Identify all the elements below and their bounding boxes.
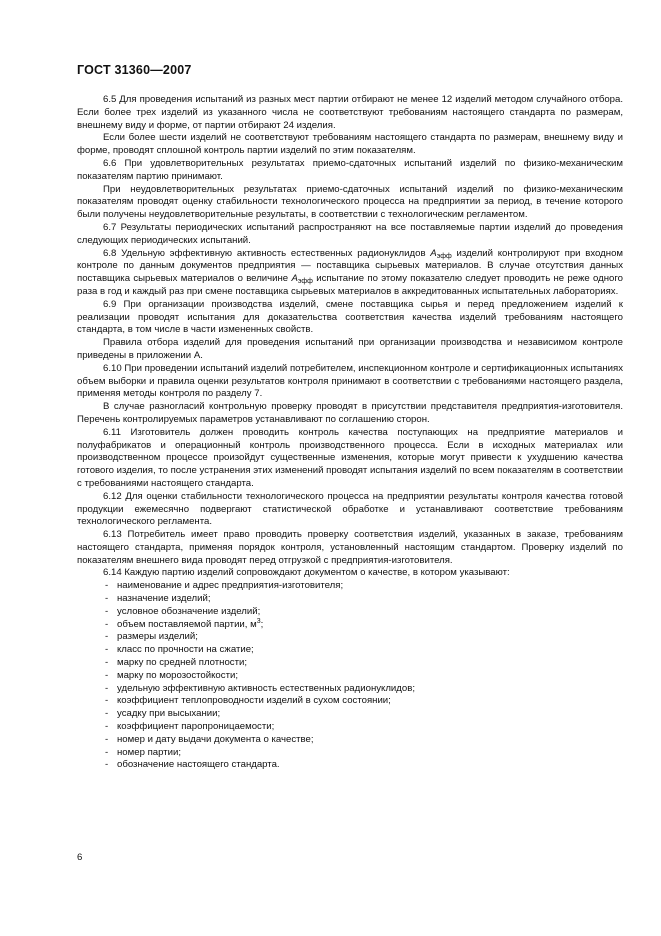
list-dash: - <box>105 593 109 605</box>
list-item-text: назначение изделий; <box>117 593 211 605</box>
a-eff-subscript-2: эфф <box>297 278 313 286</box>
list-dash: - <box>105 682 109 694</box>
paragraph-6-9: 6.9 При организации производства изделий, смене поставщика сырья и перед предложением изделий к реализации проводят испытания для доказательства соответствия качества изделий требованиям настоящего стандарта, в том числе в части измененных свойств. <box>77 298 623 336</box>
list-dash: - <box>105 644 109 656</box>
list-dash: - <box>105 746 109 758</box>
paragraph-6-7: 6.7 Результаты периодических испытаний распространяют на все поставляемые партии изделий до проведения следующих периодических испытаний. <box>77 221 623 246</box>
list-item-text: коэффициент паропроницаемости; <box>117 721 275 733</box>
list-dash: - <box>105 695 109 707</box>
paragraph-6-5: 6.5 Для проведения испытаний из разных мест партии отбирают не менее 12 изделий методом случайного отбора. Если более трех изделий из указанного числа не соответствуют требованиям настоящего стандарта по размерам, внешнему виду и форме, от партии отбирают 24 изделия. <box>77 94 623 131</box>
list-item <box>77 670 623 683</box>
page-number: 6 <box>77 852 83 863</box>
list-item <box>77 759 623 772</box>
paragraph-6-9-continued: Правила отбора изделий для проведения испытаний при организации производства и независимом контроле приведены в приложении А. <box>77 337 623 361</box>
a-eff-symbol-2: A <box>291 273 298 285</box>
list-dash: - <box>105 759 109 771</box>
paragraph-6-8-part-2: изделий контролируют при входном контроле по данным документов предприятия — поставщика сырьевых материалов. В случае отсутствия данных поставщика сырьевых материалов о величине <box>77 247 623 285</box>
paragraph-6-10: 6.10 При проведении испытаний изделий потребителем, инспекционном контроле и сертификационных испытаниях объем выборки и правила оценки результатов контроля принимают в соответствии с требованиями настоящего раздела, применяя методы контроля по разделу 7. <box>77 362 623 400</box>
list-item-text: марку по морозостойкости; <box>117 669 238 681</box>
list-item-text: условное обозначение изделий; <box>117 605 261 617</box>
list-item-text: марку по средней плотности; <box>117 657 248 669</box>
list-item-text: обозначение настоящего стандарта. <box>117 759 280 771</box>
list-item-text: номер партии; <box>117 746 181 758</box>
list-dash: - <box>105 657 109 669</box>
list-item-text: усадку при высыхании; <box>117 708 221 720</box>
cubic-superscript: 3 <box>256 617 261 625</box>
list-item-text: класс по прочности на сжатие; <box>117 644 254 656</box>
list-dash: - <box>105 605 109 617</box>
paragraph-6-8-part-3: испытание по этому показателю следует проводить не реже одного раза в год и каждый раз при смене поставщика сырьевых материалов в аккредитованных испытательных лабораториях. <box>77 273 623 297</box>
paragraph-6-5-continued: Если более шести изделий не соответствуют требованиям настоящего стандарта по размерам, внешнему виду и форме, проводят сплошной контроль партии изделий по этим показателям. <box>77 132 623 157</box>
a-eff-symbol: A <box>430 247 437 259</box>
list-item-text: номер и дату выдачи документа о качестве; <box>117 733 314 745</box>
paragraph-6-12: 6.12 Для оценки стабильности технологического процесса на предприятии результаты контроля качества готовой продукции ежемесячно подвергают статистической обработке и устанавливают соответствие требованиям технологического регламента. <box>77 490 623 528</box>
list-dash: - <box>105 708 109 720</box>
list-dash: - <box>105 669 109 681</box>
list-item-text: размеры изделий; <box>117 631 198 643</box>
paragraph-6-8 <box>77 248 623 299</box>
list-item-text: удельную эффективную активность естественных радионуклидов; <box>117 682 415 694</box>
quality-document-list <box>77 580 623 772</box>
paragraph-6-6: 6.6 При удовлетворительных результатах приемо-сдаточных испытаний изделий по физико-механическим показателям партию принимают. <box>77 157 623 182</box>
list-item <box>77 644 623 657</box>
list-item <box>77 580 623 593</box>
document-header: ГОСТ 31360—2007 <box>77 63 192 77</box>
list-dash: - <box>105 721 109 733</box>
paragraph-6-13: 6.13 Потребитель имеет право проводить проверку соответствия изделий, указанных в заказе, требованиям настоящего стандарта, применяя порядок контроля, установленный настоящим стандартом. Проверку изделий по показателям внешнего вида проводят перед отгрузкой с предприятия-изготовителя. <box>77 529 623 566</box>
list-item-text: наименование и адрес предприятия-изготовителя; <box>117 580 344 592</box>
paragraph-6-14: 6.14 Каждую партию изделий сопровождают документом о качестве, в котором указывают: <box>103 567 510 579</box>
list-item <box>77 593 623 606</box>
a-eff-subscript: эфф <box>436 252 452 260</box>
list-item <box>77 631 623 644</box>
list-item <box>77 695 623 708</box>
list-dash: - <box>105 733 109 745</box>
document-body <box>77 94 623 772</box>
paragraph-6-8-part-1: 6.8 Удельную эффективную активность естественных радионуклидов <box>103 247 431 259</box>
list-item-text: объем поставляемой партии, м <box>117 618 257 630</box>
list-dash: - <box>105 618 109 630</box>
list-item <box>77 657 623 670</box>
paragraph-6-10-continued: В случае разногласий контрольную проверку проводят в присутствии представителя предприятия-изготовителя. Перечень контролируемых параметров устанавливают по соглашению сторон. <box>77 401 623 425</box>
list-item <box>77 619 623 632</box>
list-item <box>77 747 623 760</box>
list-item <box>77 734 623 747</box>
list-item <box>77 683 623 696</box>
list-dash: - <box>105 580 109 592</box>
paragraph-6-6-continued: При неудовлетворительных результатах приемо-сдаточных испытаний изделий по физико-механическим показателям проводят оценку стабильности технологического процесса на предприятии за период, в течение которого были получены неудовлетворительные результаты, в соответствии с технологическим регламентом. <box>77 183 623 221</box>
list-item-suffix: ; <box>260 618 264 630</box>
list-dash: - <box>105 631 109 643</box>
list-item <box>77 606 623 619</box>
paragraph-6-11: 6.11 Изготовитель должен проводить контроль качества поступающих на предприятие материалов и полуфабрикатов и операционный контроль производственного процесса. Если в исходных материалах или производственном процессе произойдут существенные изменения, которые могут привести к ухудшению качества готового изделия, то после устранения этих изменений проводят испытания изделий по всем показателям в соответствии с требованиями настоящего стандарта. <box>77 426 623 489</box>
list-item <box>77 708 623 721</box>
list-item <box>77 721 623 734</box>
list-item-text: коэффициент теплопроводности изделий в сухом состоянии; <box>117 695 391 707</box>
